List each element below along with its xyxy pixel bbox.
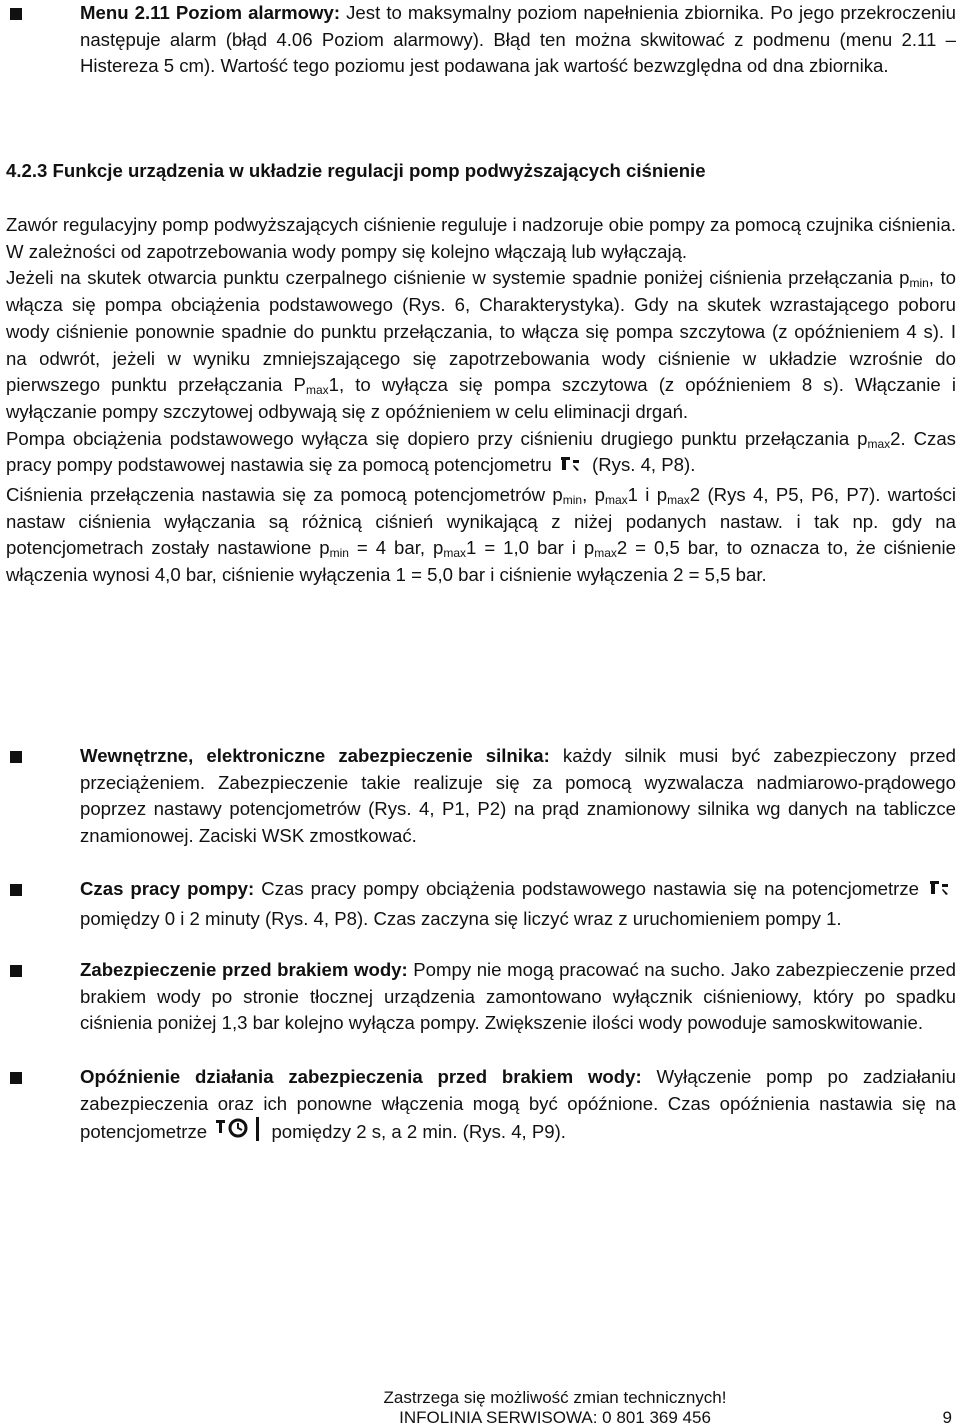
bullet-2-text-a: Czas pracy pompy obciążenia podstawowego nastawia się na potencjometrze	[254, 878, 919, 899]
delay-potentiometer-icon	[216, 1117, 262, 1149]
body-text	[6, 212, 956, 589]
paragraph-3	[6, 426, 956, 482]
p4-sub-6: max	[594, 546, 617, 561]
p3-subscript-max: max	[867, 436, 891, 451]
bullet-1-title: Wewnętrzne, elektroniczne zabezpieczenie silnika:	[80, 745, 550, 766]
bullet-2-text-b: pomiędzy 0 i 2 minuty (Rys. 4, P8). Czas zaczyna się liczyć wraz z uruchomieniem pompy 1.	[80, 907, 842, 929]
footer-disclaimer: Zastrzega się możliwość zmian technicznych!	[383, 1388, 727, 1407]
p4-sub-5: max	[443, 546, 467, 561]
p3-text-b: 2. Czas pracy pompy podstawowej nastawia się za pomocą potencjometru	[6, 427, 956, 476]
bullet-4-title: Opóźnienie działania zabezpieczenia przed brakiem wody:	[80, 1066, 642, 1087]
p3-text-c: (Rys. 4, P8).	[592, 454, 696, 476]
p4-text-c: 1 i p	[627, 484, 668, 506]
menu-item-label: Menu 2.11 Poziom alarmowy:	[80, 2, 341, 23]
p2-text-b: , to włącza się pompa obciążenia podstawowego (Rys. 6, Charakterystyka). Gdy na skutek wzrastającego poboru wody ciśnienie ponownie spadnie do punktu przełączania, to włącza się pompa szczytowa (z opóźnieniem 4 s). I na odwrót, jeżeli w wyniku zmniejszającego się zapotrzebowania wody ciśnienie w układzie wzrośnie do pierwszego punktu przełączania P	[6, 267, 956, 396]
p4-text-f: 1 = 1,0 bar i p	[466, 537, 595, 559]
bullet-square-icon	[10, 884, 22, 896]
bullet-1-text: każdy silnik musi być zabezpieczony przed przeciążeniem. Zabezpieczenie takie realizuje się za pomocą wyzwalacza nadmiarowo-prądowego poprzez nastawy potencjometrów (Rys. 4, P1, P2) na prąd znamionowy silnika wg danych na tabliczce znamionowej. Zaciski WSK zmostkować.	[80, 745, 956, 847]
bullet-3-text: Pompy nie mogą pracować na sucho. Jako zabezpieczenie przed brakiem wody po stronie tłocznej urządzenia zamontowano wyłącznik ciśnieniowy, który po spadku ciśnienia poniżej 1,3 bar kolejno wyłącza pompy. Zwiększenie ilości wody powoduje samoskwitowanie.	[80, 959, 956, 1034]
p2-text-a: Jeżeli na skutek otwarcia punktu czerpalnego ciśnienie w systemie spadnie poniżej ciśnienia przełączania p	[6, 267, 910, 289]
footer-hotline-row	[0, 1408, 960, 1428]
menu-item-text: Jest to maksymalny poziom napełnienia zbiornika. Po jego przekroczeniu następuje alarm (błąd 4.06 Poziom alarmowy). Błąd ten można skwitować z podmenu (menu 2.11 – Histereza 5 cm). Wartość tego poziomu jest podawana jak wartość bezwzględna od dna zbiornika.	[80, 2, 956, 77]
bullet-4-text-b: pomiędzy 2 s, a 2 min. (Rys. 4, P9).	[271, 1121, 566, 1143]
p4-text-g: 2 = 0,5 bar, to oznacza to, że ciśnienie włączenia wynosi 4,0 bar, ciśnienie wyłączenia 1 = 5,0 bar i ciśnienie wyłączenia 2 = 5,5 bar.	[6, 537, 957, 586]
page-number: 9	[942, 1408, 952, 1427]
p4-text-d: 2 (Rys 4, P5, P6, P7). wartości nastaw ciśnienia wyłączania są różnicą ciśnień wynikającą z niżej podanych nastaw. i tak np. gdy na potencjometrach zostały nastawione p	[6, 484, 956, 559]
p2-text-c: 1, to wyłącza się pompa szczytowa (z opóźnieniem 8 s). Włączanie i wyłączanie pompy szczytowej odbywają się z opóźnieniem w celu eliminacji drgań.	[6, 374, 956, 422]
bullet-square-icon	[10, 751, 22, 763]
bullet-square-icon	[10, 1072, 22, 1084]
paragraph-2	[6, 265, 956, 425]
p4-text-b: , p	[582, 484, 605, 506]
p2-subscript-min: min	[909, 276, 929, 291]
p4-sub-2: max	[604, 493, 628, 508]
timer-icon	[930, 878, 952, 906]
bullet-motor-protection	[80, 743, 956, 850]
p4-sub-4: min	[329, 546, 349, 561]
timer-icon	[561, 454, 583, 482]
bullet-square-icon	[10, 965, 22, 977]
paragraph-1: Zawór regulacyjny pomp podwyższających ciśnienie reguluje i nadzoruje obie pompy za pomocą czujnika ciśnienia. W zależności od zapotrzebowania wody pompy się kolejno włączają lub wyłączają.	[6, 214, 956, 262]
p4-sub-3: max	[667, 493, 690, 508]
bullet-dry-run-protection	[80, 957, 956, 1037]
p4-text-e: = 4 bar, p	[348, 537, 444, 559]
bullet-3-title: Zabezpieczenie przed brakiem wody:	[80, 959, 408, 980]
bullet-2-title: Czas pracy pompy:	[80, 878, 255, 899]
bullet-square-icon	[10, 8, 22, 20]
p4-text-a: Ciśnienia przełączenia nastawia się za pomocą potencjometrów p	[6, 484, 563, 506]
bullet-4-text-a: Wyłączenie pomp po zadziałaniu zabezpieczenia oraz ich ponowne włączenia mogą być opóźnione. Czas opóźnienia nastawia się na potencjometrze	[80, 1066, 957, 1143]
section-heading: 4.2.3 Funkcje urządzenia w układzie regulacji pomp podwyższających ciśnienie	[6, 160, 706, 181]
menu-2-11-item	[80, 0, 956, 80]
p4-sub-1: min	[562, 493, 583, 508]
p2-subscript-max: max	[305, 383, 329, 398]
bullet-pump-runtime	[80, 876, 956, 932]
p3-text-a: Pompa obciążenia podstawowego wyłącza się dopiero przy ciśnieniu drugiego punktu przełączania p	[6, 427, 868, 449]
footer	[0, 1388, 960, 1428]
paragraph-4	[6, 482, 956, 589]
footer-hotline: INFOLINIA SERWISOWA: 0 801 369 456	[399, 1408, 711, 1427]
bullet-dry-run-delay	[80, 1064, 956, 1149]
